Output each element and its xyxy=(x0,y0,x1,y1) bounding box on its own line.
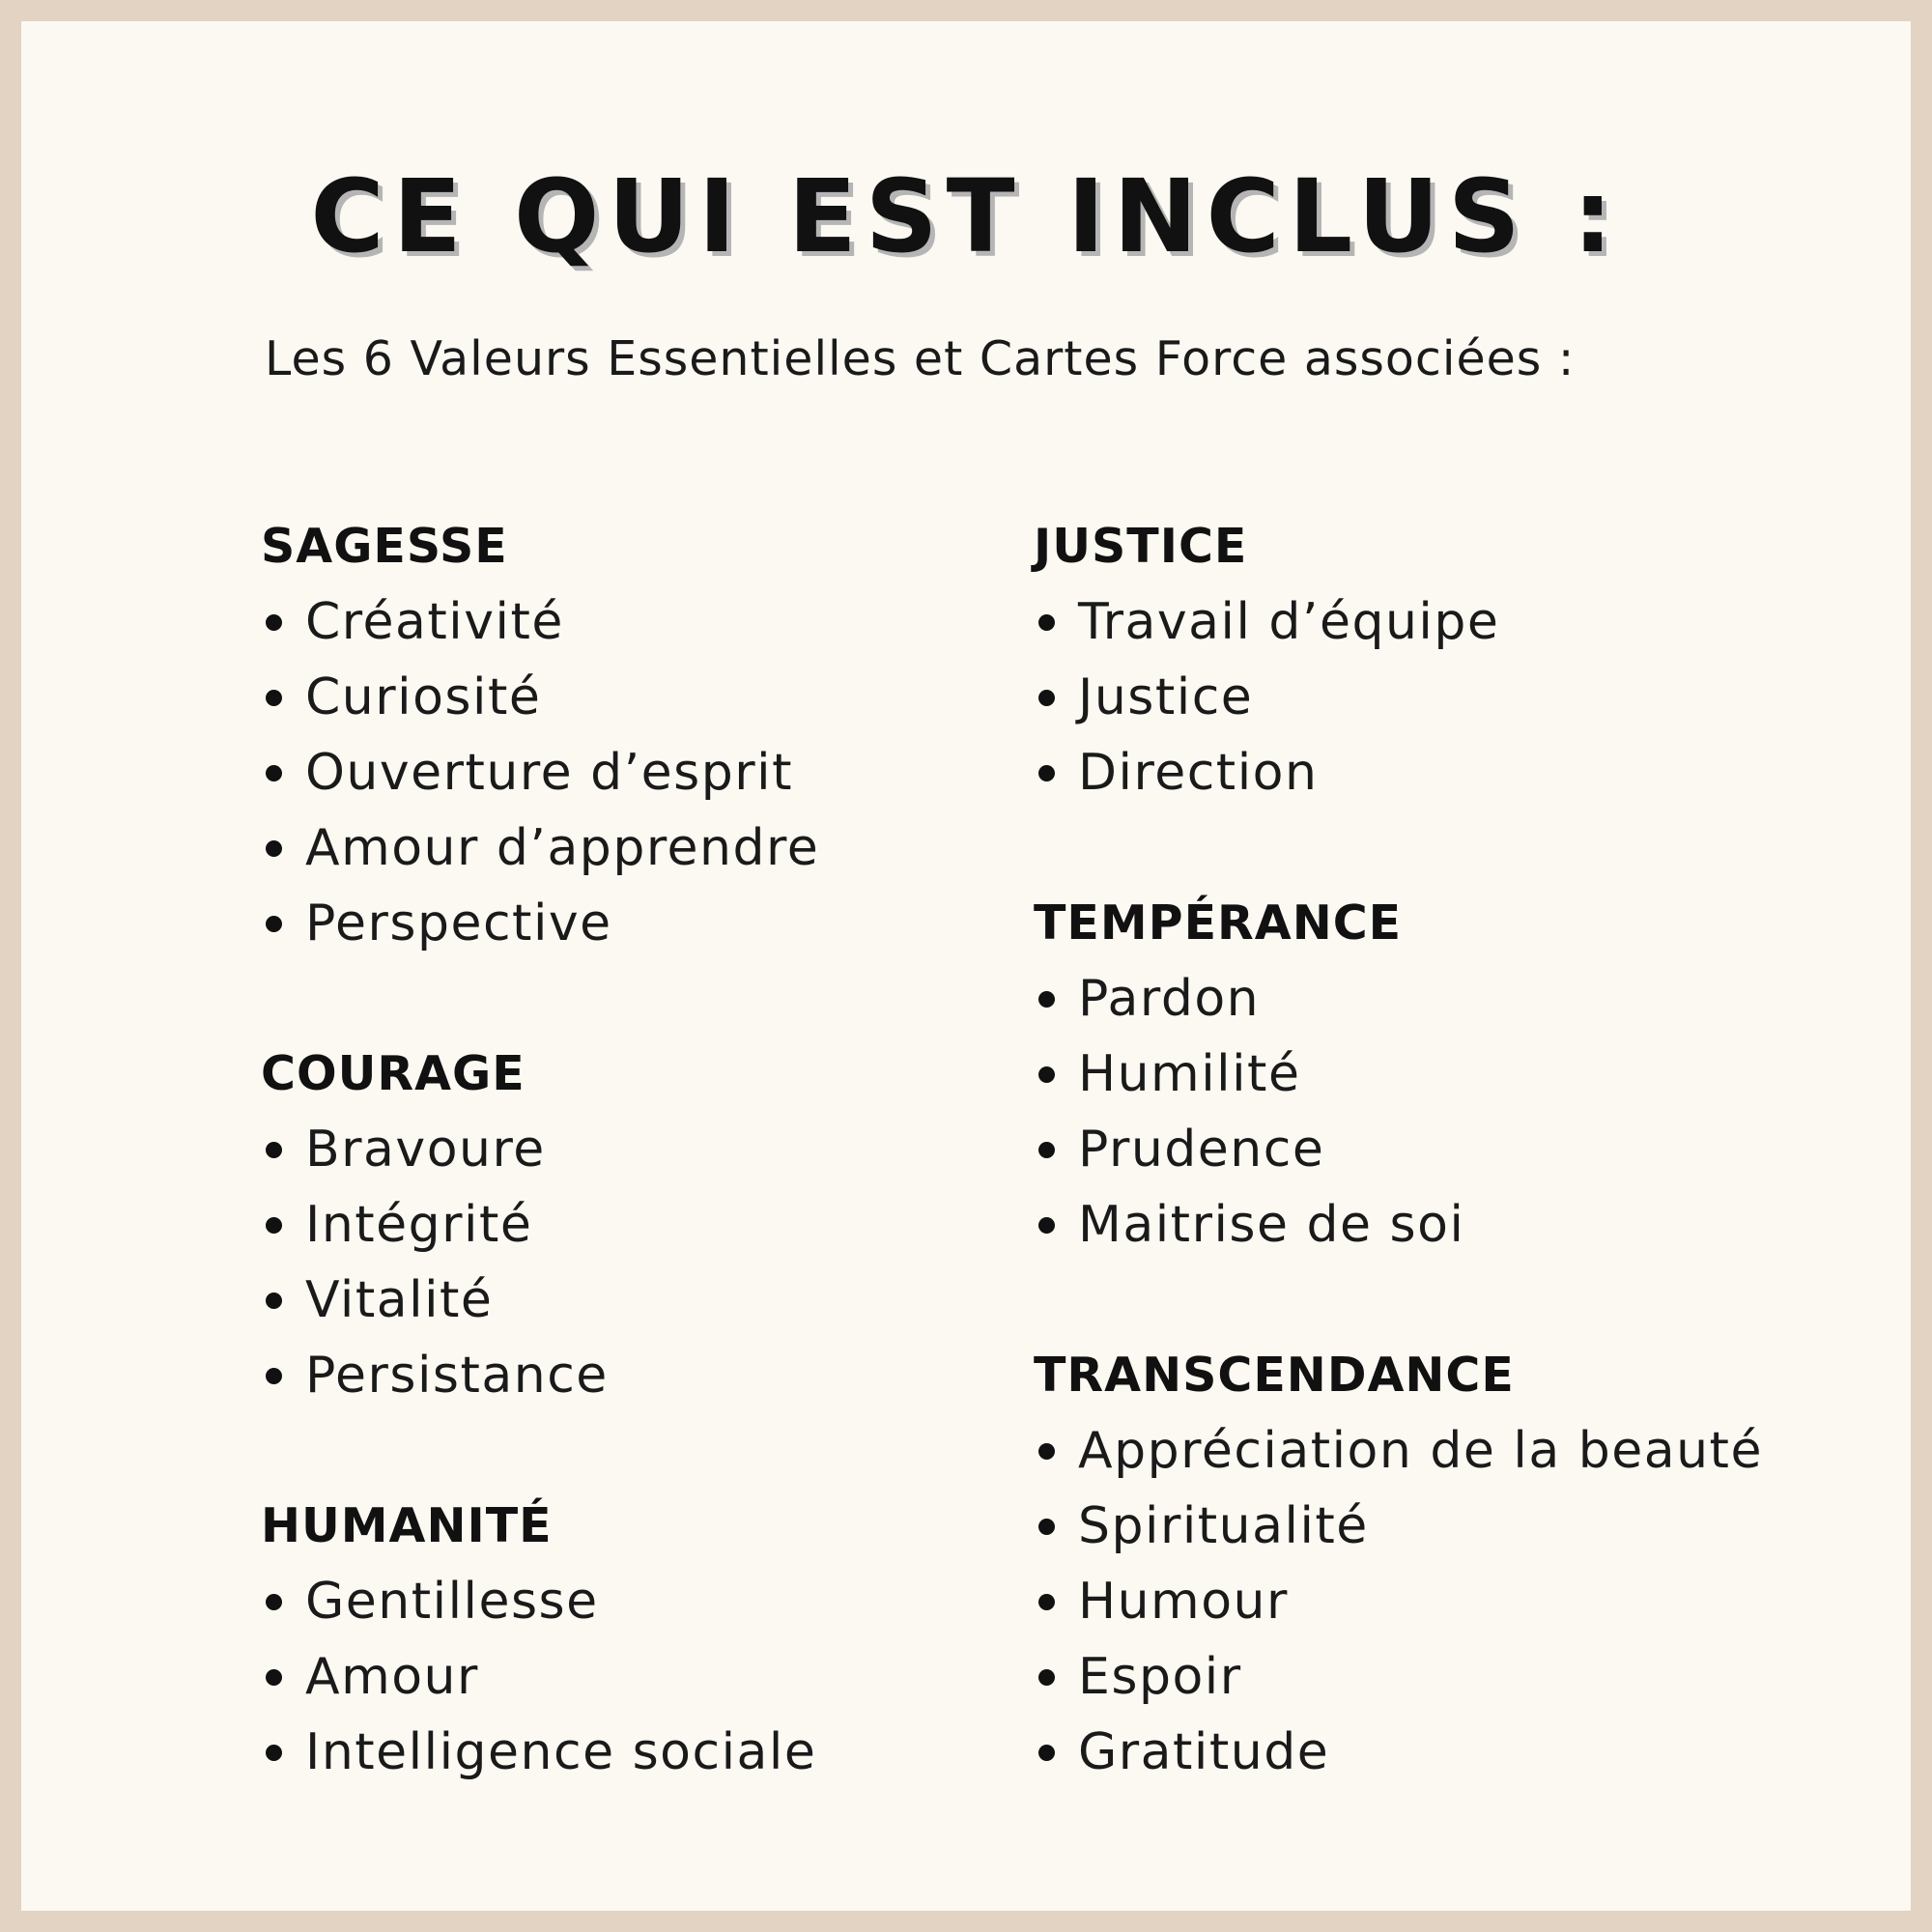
item-label: Bravoure xyxy=(305,1121,546,1179)
list-item xyxy=(261,660,819,735)
bullet-icon xyxy=(266,614,282,631)
list-item xyxy=(1034,1564,1763,1639)
value-section-transcendance xyxy=(1034,1338,1763,1790)
item-label: Travail d’équipe xyxy=(1078,593,1500,651)
item-label: Amour xyxy=(305,1648,479,1706)
right-column xyxy=(1034,509,1763,1865)
bullet-icon xyxy=(266,1669,282,1686)
value-section-sagesse xyxy=(261,509,819,961)
item-label: Humilité xyxy=(1078,1045,1301,1103)
item-label: Gratitude xyxy=(1078,1723,1330,1781)
bullet-icon xyxy=(266,690,282,706)
item-label: Humour xyxy=(1078,1573,1289,1631)
bullet-icon xyxy=(1038,1669,1055,1686)
list-item xyxy=(1034,584,1763,660)
list-item xyxy=(1034,1489,1763,1564)
bullet-icon xyxy=(1038,614,1055,631)
value-section-humanite xyxy=(261,1489,819,1790)
list-item xyxy=(1034,735,1763,810)
list-item xyxy=(261,810,819,886)
item-label: Spiritualité xyxy=(1078,1497,1369,1555)
list-item xyxy=(261,584,819,660)
item-label: Maitrise de soi xyxy=(1078,1196,1465,1254)
item-label: Appréciation de la beauté xyxy=(1078,1422,1763,1480)
item-label: Justice xyxy=(1078,668,1254,726)
page-frame xyxy=(21,21,1911,1911)
item-label: Intelligence sociale xyxy=(305,1723,817,1781)
list-item xyxy=(261,1338,819,1413)
list-item xyxy=(261,1187,819,1263)
bullet-icon xyxy=(1038,1066,1055,1083)
list-item xyxy=(1034,1715,1763,1790)
bullet-icon xyxy=(266,1142,282,1158)
list-item xyxy=(1034,1037,1763,1112)
bullet-icon xyxy=(1038,1217,1055,1234)
list-item xyxy=(261,1715,819,1790)
list-item xyxy=(1034,1187,1763,1263)
value-section-courage xyxy=(261,1037,819,1413)
list-item xyxy=(1034,1639,1763,1715)
left-column xyxy=(261,509,819,1865)
section-title: SAGESSE xyxy=(261,519,508,574)
item-label: Persistance xyxy=(305,1347,609,1405)
bullet-icon xyxy=(266,1293,282,1309)
item-label: Espoir xyxy=(1078,1648,1242,1706)
bullet-icon xyxy=(266,840,282,857)
bullet-icon xyxy=(266,1594,282,1610)
list-item xyxy=(1034,660,1763,735)
list-item xyxy=(261,1263,819,1338)
section-title: HUMANITÉ xyxy=(261,1498,553,1553)
bullet-icon xyxy=(266,916,282,932)
list-item xyxy=(261,1639,819,1715)
bullet-icon xyxy=(1038,1519,1055,1535)
item-label: Amour d’apprendre xyxy=(305,819,820,877)
bullet-icon xyxy=(1038,765,1055,781)
item-label: Direction xyxy=(1078,744,1319,802)
bullet-icon xyxy=(1038,690,1055,706)
item-label: Créativité xyxy=(305,593,564,651)
item-label: Prudence xyxy=(1078,1121,1325,1179)
bullet-icon xyxy=(266,765,282,781)
item-label: Intégrité xyxy=(305,1196,533,1254)
value-section-justice xyxy=(1034,509,1763,810)
list-item xyxy=(1034,961,1763,1037)
bullet-icon xyxy=(1038,991,1055,1008)
bullet-icon xyxy=(1038,1594,1055,1610)
list-item xyxy=(1034,1112,1763,1187)
section-title: COURAGE xyxy=(261,1046,526,1101)
page-title: CE QUI EST INCLUS : xyxy=(310,157,1622,275)
list-item xyxy=(1034,1413,1763,1489)
bullet-icon xyxy=(266,1217,282,1234)
item-label: Curiosité xyxy=(305,668,542,726)
list-item xyxy=(261,735,819,810)
item-label: Pardon xyxy=(1078,970,1261,1028)
item-label: Vitalité xyxy=(305,1271,494,1329)
bullet-icon xyxy=(266,1368,282,1384)
list-item xyxy=(261,1564,819,1639)
bullet-icon xyxy=(1038,1443,1055,1460)
item-label: Ouverture d’esprit xyxy=(305,744,793,802)
section-title: TEMPÉRANCE xyxy=(1034,895,1403,951)
page-subtitle: Les 6 Valeurs Essentielles et Cartes Force associées : xyxy=(265,331,1576,386)
item-label: Perspective xyxy=(305,895,612,952)
section-title: JUSTICE xyxy=(1034,519,1248,574)
bullet-icon xyxy=(1038,1142,1055,1158)
item-label: Gentillesse xyxy=(305,1573,599,1631)
bullet-icon xyxy=(1038,1745,1055,1761)
section-title: TRANSCENDANCE xyxy=(1034,1348,1515,1403)
value-section-temperance xyxy=(1034,886,1763,1263)
list-item xyxy=(261,1112,819,1187)
bullet-icon xyxy=(266,1745,282,1761)
list-item xyxy=(261,886,819,961)
